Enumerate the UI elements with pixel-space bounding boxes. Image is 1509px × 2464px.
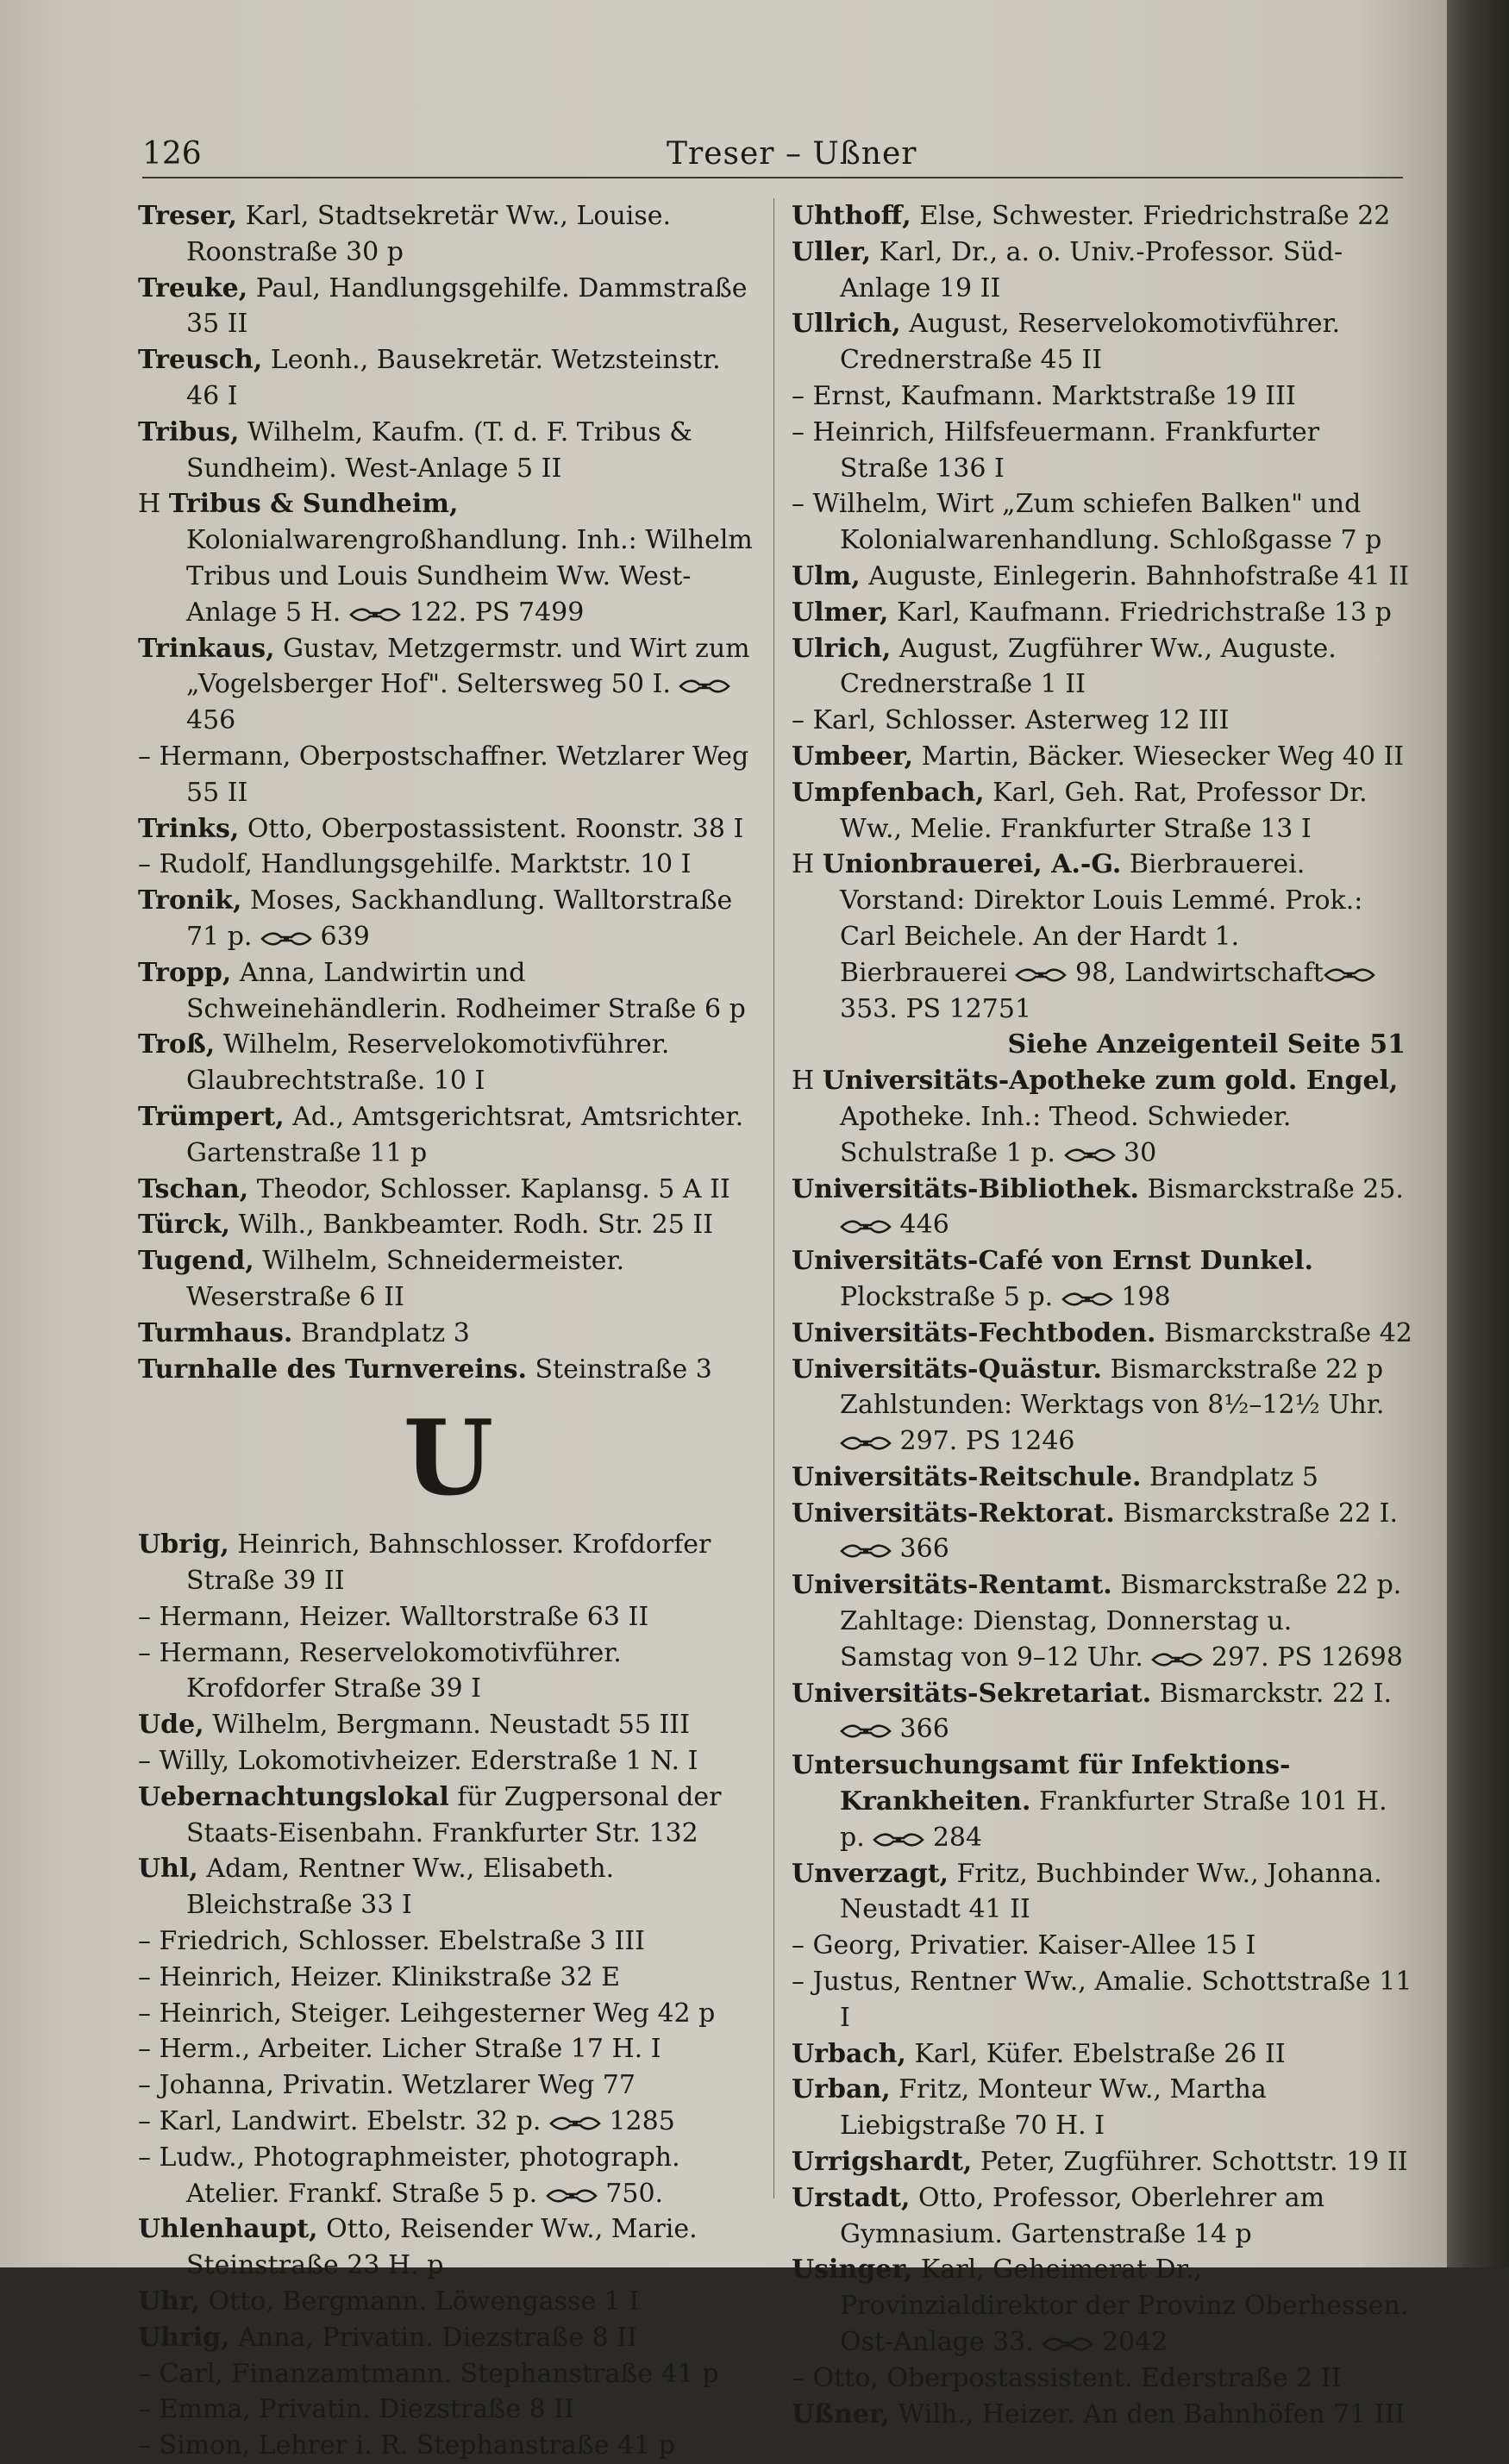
directory-entry [792,1676,1412,1748]
entry-text: Karl, Kaufmann. Friedrichstraße 13 p [888,597,1392,628]
entry-name: Uhlenhaupt, [138,2214,318,2245]
directory-entry [138,811,759,847]
directory-entry [138,1207,759,1243]
running-head: Treser – Ußner [667,136,917,172]
entry-text: Moses, Sackhandlung. Walltorstraße 71 p. [186,885,733,952]
entry-text: – Ludw., Photographmeister, photograph. Atelier. Frankf. Straße 5 p. [138,2142,680,2209]
entry-name: Universitäts-Café von Ernst Dunkel. [792,1246,1313,1277]
directory-entry [792,1567,1412,1675]
phone-number: 297. PS 1246 [892,1426,1075,1457]
directory-entry [138,1779,759,1852]
entry-text: – Georg, Privatier. Kaiser-Allee 15 I [792,1930,1256,1961]
directory-entry [138,2428,759,2464]
entry-text: – Hermann, Heizer. Walltorstraße 63 II [138,1601,649,1632]
directory-entry [138,271,759,343]
entry-text: Peter, Zugführer. Schottstr. 19 II [972,2147,1408,2178]
directory-entry [138,486,759,630]
entry-text: Kolonialwarengroßhandlung. Inh.: Wilhelm Tribus und Louis Sundheim Ww. West-Anlage 5 H. [186,525,753,628]
phone-number: 366 [892,1714,949,1745]
directory-entry [138,847,759,883]
directory-entry [792,1063,1412,1171]
entry-text: Bismarckstraße 25. [1139,1173,1404,1204]
section-letter: U [403,1398,494,1520]
telephone-icon [546,2187,598,2204]
directory-entry [792,703,1412,739]
entry-text: Karl, Küfer. Ebelstraße 26 II [905,2038,1286,2069]
phone-number: 198 [1112,1281,1171,1312]
entry-name: Treusch, [138,345,263,376]
entry-text: Gustav, Metzgermstr. und Wirt zum „Vogelsberger Hof". Seltersweg 50 I. [186,633,750,700]
entry-name: Tropp, [138,957,232,988]
left-column [138,198,759,2464]
telephone-icon [1064,1147,1116,1164]
entry-name: Trümpert, [138,1101,285,1132]
entry-text: Leonh., Bausekretär. Wetzsteinstr. 46 I [186,345,721,411]
entry-text: Fritz, Buchbinder Ww., Johanna. Neustadt 41 II [840,1858,1382,1925]
phone-number: 639 [312,921,370,952]
telephone-icon [840,1218,892,1235]
entry-name: Uebernachtungslokal [138,1781,449,1812]
entry-text: August, Zugführer Ww., Auguste. Crednerstraße 1 II [840,633,1337,700]
directory-entry [138,2284,759,2320]
entry-text: – Hermann, Oberpostschaffner. Wetzlarer Weg 55 II [138,741,749,808]
entry-text: – Friedrich, Schlosser. Ebelstraße 3 III [138,1926,646,1957]
entry-text: Karl, Geh. Rat, Professor Dr. Ww., Melie. Frankfurter Straße 13 I [840,777,1368,844]
phone-number: 750. [597,2178,664,2209]
entry-name: Usinger, [792,2254,913,2286]
entry-name: Universitäts-Sekretariat. [792,1678,1152,1709]
directory-entry [138,739,759,811]
directory-entry [792,2036,1412,2073]
directory-entry [138,1743,759,1779]
directory-entry [792,595,1412,631]
entry-text: Frankfurter Straße 101 H. p. [840,1786,1387,1853]
phone-number: 1285 [600,2106,675,2137]
entry-text: Wilh., Heizer. An den Bahnhöfen 71 III [889,2398,1406,2430]
header-rule [142,177,1403,178]
phone-number: 366 [892,1534,949,1565]
entry-text: Heinrich, Bahnschlosser. Krofdorfer Straße 39 II [186,1529,711,1597]
phone-number: 98, Landwirtschaft [1067,957,1324,988]
right-column [792,198,1412,2432]
entry-text: Otto, Oberpostassistent. Roonstr. 38 I [239,813,744,844]
entry-name: Uhr, [138,2286,201,2317]
entry-text: – Heinrich, Hilfsfeuermann. Frankfurter Straße 136 I [792,416,1320,484]
column-divider [773,198,774,2198]
entry-name: Tribus & Sundheim, [168,489,459,520]
entry-text: Wilhelm, Kaufm. (T. d. F. Tribus & Sundheim). West-Anlage 5 II [186,416,692,484]
directory-entry [792,1352,1412,1460]
directory-entry [792,1243,1412,1316]
entry-text: Martin, Bäcker. Wiesecker Weg 40 II [913,741,1405,772]
entry-name: Unionbrauerei, A.-G. [822,849,1122,880]
directory-entry [138,2104,759,2140]
telephone-icon [873,1831,924,1848]
entry-text: Bierbrauerei. Vorstand: Direktor Louis Lemmé. Prok.: Carl Beichele. An der Hardt 1. Bierbrauerei [840,849,1363,988]
entry-name: Universitäts-Rentamt. [792,1570,1112,1601]
directory-entry [138,1243,759,1316]
directory-entry [792,378,1412,415]
entry-text: Wilhelm, Bergmann. Neustadt 55 III [203,1710,691,1741]
telephone-icon [1042,2336,1093,2353]
directory-entry [138,1996,759,2032]
telephone-icon [1151,1651,1203,1668]
telephone-icon [549,2115,601,2132]
entry-name: Treuke, [138,272,248,303]
directory-entry [792,1496,1412,1568]
entry-text: – Ernst, Kaufmann. Marktstraße 19 III [792,380,1296,411]
directory-entry [138,415,759,487]
entry-name: Unverzagt, [792,1858,949,1889]
directory-entry [138,1527,759,1599]
entry-name: Ubrig, [138,1529,229,1560]
directory-entry [138,2140,759,2212]
entry-name: Umbeer, [792,741,914,772]
directory-entry [792,2180,1412,2253]
directory-entry [792,306,1412,378]
telephone-icon [1015,966,1067,984]
entry-name: Turmhaus. [138,1317,293,1348]
directory-entry [138,1316,759,1352]
left-entries [138,198,759,1387]
entry-name: Urstadt, [792,2182,911,2213]
directory-entry [792,1856,1412,1929]
directory-entry [792,1964,1412,2036]
directory-entry [138,198,759,271]
directory-entry [792,739,1412,775]
entry-text: Steinstraße 3 [526,1354,712,1385]
directory-entry [138,1172,759,1208]
entry-text: für Zugpersonal der Staats-Eisenbahn. Frankfurter Str. 132 [186,1781,722,1848]
directory-entry [138,342,759,415]
entry-text: Wilhelm, Schneidermeister. Weserstraße 6 II [186,1246,625,1312]
entry-text: Brandplatz 3 [292,1317,470,1348]
entry-text: Otto, Bergmann. Löwengasse 1 I [200,2286,640,2317]
directory-entry [792,2397,1412,2433]
directory-entry [792,415,1412,487]
entry-text: – Justus, Rentner Ww., Amalie. Schottstraße 11 I [792,1967,1412,2033]
directory-entry [792,486,1412,559]
entry-text: Anna, Privatin. Diezstraße 8 II [229,2322,637,2353]
entry-text: Bismarckstraße 22 p. Zahltage: Dienstag, Donnerstag u. Samstag von 9–12 Uhr. [840,1570,1402,1673]
entry-name: Ulm, [792,560,861,591]
entry-text: Plockstraße 5 p. [840,1281,1054,1312]
entry-text: August, Reservelokomotivführer. Crednerstraße 45 II [840,309,1341,376]
directory-entry [138,2320,759,2356]
directory-entry [138,2356,759,2392]
entry-text: Adam, Rentner Ww., Elisabeth. Bleichstraße 33 I [186,1854,615,1921]
directory-entry [138,1851,759,1923]
page-header [142,129,1401,179]
entry-name: Ullrich, [792,309,901,340]
directory-entry [138,2211,759,2284]
book-edge [1447,0,1509,2267]
phone-number: 30 [1115,1137,1157,1168]
entry-text: – Karl, Schlosser. Asterweg 12 III [792,705,1230,736]
directory-entry [138,631,759,739]
entry-name: Trinkaus, [138,633,275,664]
directory-entry [138,955,759,1028]
entry-name: Türck, [138,1210,231,1241]
entry-name: Universitäts-Apotheke zum gold. Engel, [822,1066,1399,1097]
entry-name: Ulmer, [792,597,889,628]
entry-text: Bismarckstraße 22 I. [1114,1498,1399,1529]
page-number: 126 [142,136,202,172]
entry-name: Uhl, [138,1854,198,1885]
entry-text: – Herm., Arbeiter. Licher Straße 17 H. I [138,2034,661,2065]
entry-text: Wilhelm, Reservelokomotivführer. Glaubrechtstraße. 10 I [186,1029,670,1097]
entry-name: Ude, [138,1710,204,1741]
entry-name: Tugend, [138,1246,254,1277]
phone-number: 297. PS 12698 [1203,1642,1403,1673]
directory-entry [138,1960,759,1996]
directory-entry [792,1172,1412,1244]
directory-entry [138,1923,759,1960]
directory-entry [138,2392,759,2428]
entry-text: Bismarckstraße 42 [1155,1317,1412,1348]
entry-name: Universitäts-Bibliothek. [792,1173,1139,1204]
entry-prefix: H [792,849,823,880]
entry-text: Theodor, Schlosser. Kaplansg. 5 A II [248,1173,730,1204]
entry-name: Tronik, [138,885,242,916]
phone-number: 2042 [1093,2327,1168,2358]
entry-name: Uhrig, [138,2322,230,2353]
directory-entry [138,1599,759,1635]
directory-entry [792,1928,1412,1964]
entry-text: Fritz, Monteur Ww., Martha Liebigstraße 70 H. I [840,2074,1267,2142]
entry-name: Tribus, [138,416,240,447]
left-entries-u [138,1527,759,2464]
entry-text: – Johanna, Privatin. Wetzlarer Weg 77 [138,2070,636,2101]
entry-prefix: H [792,1066,823,1097]
entry-text: – Rudolf, Handlungsgehilfe. Marktstr. 10 I [138,849,692,880]
telephone-icon [840,1435,892,1452]
entry-text: Karl, Dr., a. o. Univ.-Professor. Süd-Anlage 19 II [840,236,1343,303]
entry-text: Anna, Landwirtin und Schweinehändlerin. Rodheimer Straße 6 p [186,957,746,1024]
directory-entry [792,775,1412,847]
entry-name: Turnhalle des Turnvereins. [138,1354,527,1385]
directory-entry [792,559,1412,595]
entry-name: Universitäts-Quästur. [792,1354,1102,1385]
directory-entry [138,883,759,955]
entry-text: Karl, Geheimerat Dr., Provinzialdirektor der Provinz Oberhessen. Ost-Anlage 33. [840,2254,1409,2358]
entry-text: – Simon, Lehrer i. R. Stephanstraße 41 p [138,2430,675,2461]
entry-text: Karl, Stadtsekretär Ww., Louise. Roonstraße 30 p [186,201,672,267]
telephone-icon [1061,1291,1113,1308]
entry-text: – Heinrich, Heizer. Klinikstraße 32 E [138,1961,620,1992]
directory-entry [792,198,1412,235]
advertisement-note [792,1027,1412,1063]
directory-entry [138,2067,759,2104]
entry-prefix: H [138,489,169,520]
phone-number: 456 [186,705,236,736]
entry-text: Auguste, Einlegerin. Bahnhofstraße 41 II [860,560,1410,591]
entry-text: Bismarckstraße 22 p Zahlstunden: Werktags von 8½–12½ Uhr. [840,1354,1385,1421]
directory-entry [792,2072,1412,2144]
entry-text: – Otto, Oberpostassistent. Ederstraße 2 II [792,2362,1342,2393]
directory-entry [138,1707,759,1743]
telephone-icon [679,678,730,695]
directory-entry [138,1635,759,1708]
entry-name: Treser, [138,201,238,231]
directory-entry [792,2252,1412,2360]
entry-text: Otto, Professor, Oberlehrer am Gymnasium. Gartenstraße 14 p [840,2182,1325,2249]
directory-entry [792,1460,1412,1496]
directory-entry [138,1099,759,1172]
entry-text: – Carl, Finanzamtmann. Stephanstraße 41 p [138,2358,719,2389]
directory-entry [792,1316,1412,1352]
phone-number: 122. PS 7499 [400,597,585,628]
directory-entry [792,2361,1412,2397]
entry-name: Tschan, [138,1173,249,1204]
entry-text: Wilh., Bankbeamter. Rodh. Str. 25 II [230,1210,714,1241]
telephone-icon [349,606,401,623]
directory-entry [792,847,1412,1027]
entry-name: Uhthoff, [792,201,911,231]
entry-text: Ad., Amtsgerichtsrat, Amtsrichter. Gartenstraße 11 p [186,1101,744,1168]
telephone-icon [1324,966,1375,984]
entry-name: Urbach, [792,2038,906,2069]
entry-text: Brandplatz 5 [1141,1461,1318,1492]
directory-entry [792,2144,1412,2180]
directory-entry [792,1748,1412,1855]
telephone-icon [840,1723,892,1740]
entry-text: Otto, Reisender Ww., Marie. Steinstraße 23 H. p [186,2214,698,2281]
entry-name: Universitäts-Rektorat. [792,1498,1115,1529]
entry-name: Ußner, [792,2398,890,2430]
entry-name: Umpfenbach, [792,777,985,808]
entry-name: Urrigshardt, [792,2147,973,2178]
entry-text: Else, Schwester. Friedrichstraße 22 [911,201,1391,231]
entry-text: – Emma, Privatin. Diezstraße 8 II [138,2394,574,2425]
entry-text: – Karl, Landwirt. Ebelstr. 32 p. [138,2106,542,2137]
entry-name: Urban, [792,2074,891,2105]
entry-text: Bismarckstr. 22 I. [1151,1678,1393,1709]
entry-name: Trinks, [138,813,240,844]
entry-text: – Wilhelm, Wirt „Zum schiefen Balken" und Kolonialwarenhandlung. Schloßgasse 7 p [792,489,1382,556]
entry-text: – Willy, Lokomotivheizer. Ederstraße 1 N. I [138,1746,698,1777]
right-entries [792,198,1412,2432]
phone-number: 446 [892,1210,949,1241]
directory-entry [792,235,1412,307]
entry-name: Untersuchungsamt für Infektions-Krankheiten. [792,1750,1291,1817]
telephone-icon [840,1542,892,1560]
entry-name: Universitäts-Fechtboden. [792,1317,1156,1348]
phone-number: 284 [924,1822,983,1853]
entry-name: Universitäts-Reitschule. [792,1461,1142,1492]
note-text: Siehe Anzeigenteil Seite 51 [1007,1029,1406,1060]
entry-text: Apotheke. Inh.: Theod. Schwieder. Schulstraße 1 p. [840,1101,1292,1168]
entry-name: Troß, [138,1029,216,1060]
directory-entry [138,1352,759,1388]
phone-number: 353. PS 12751 [840,993,1032,1024]
entry-text: – Heinrich, Steiger. Leihgesterner Weg 42 p [138,1998,716,2029]
telephone-icon [260,930,312,947]
directory-entry [792,631,1412,704]
entry-text: – Hermann, Reservelokomotivführer. Krofdorfer Straße 39 I [138,1637,622,1704]
directory-entry [138,2031,759,2067]
directory-entry [138,1027,759,1099]
entry-text: Paul, Handlungsgehilfe. Dammstraße 35 II [186,272,748,340]
entry-name: Ulrich, [792,633,892,664]
entry-name: Uller, [792,236,872,267]
